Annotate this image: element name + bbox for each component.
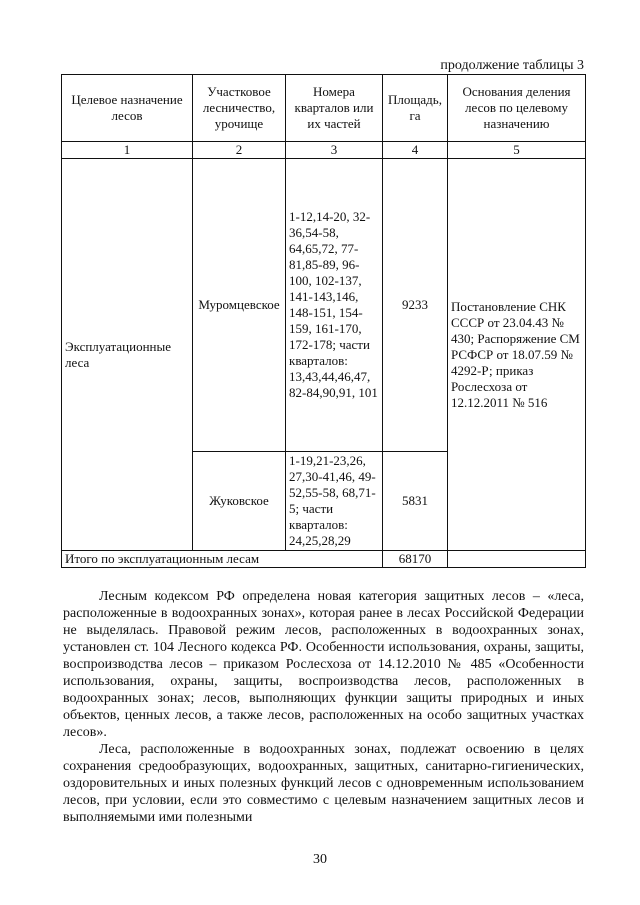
page-number: 30 <box>313 852 327 867</box>
header-forestry: Участковое лесничество, урочище <box>193 75 286 142</box>
forestry-cell: Жуковское <box>193 452 286 551</box>
table-header-row <box>62 75 586 142</box>
total-area: 68170 <box>383 551 448 568</box>
area-cell: 5831 <box>383 452 448 551</box>
quarters-cell: 1-19,21-23,26, 27,30-41,46, 49-52,55-58, 68,71-5; части кварталов: 24,25,28,29 <box>286 452 383 551</box>
body-text <box>63 588 584 826</box>
column-number: 4 <box>383 142 448 159</box>
column-number: 2 <box>193 142 286 159</box>
column-number: 1 <box>62 142 193 159</box>
basis-cell: Постановление СНК СССР от 23.04.43 № 430; Распоряжение СМ РСФСР от 18.07.59 № 4292-Р; приказ Рослесхоза от 12.12.2011 № 516 <box>448 159 586 551</box>
header-quarters: Номера кварталов или их частей <box>286 75 383 142</box>
column-number: 5 <box>448 142 586 159</box>
column-number: 3 <box>286 142 383 159</box>
forestry-cell: Муромцевское <box>193 159 286 452</box>
total-row <box>62 551 586 568</box>
total-label: Итого по эксплуатационным лесам <box>62 551 383 568</box>
paragraph: Леса, расположенные в водоохранных зонах, подлежат освоению в целях сохранения средообразующих, водоохранных, защитных, санитарно-гигиенических, оздоровительных и иных полезных функций лесов с одновременным использованием лесов, при условии, если это совместимо с целевым назначением защитных лесов и выполняемыми ими полезными <box>63 742 584 825</box>
paragraph: Лесным кодексом РФ определена новая категория защитных лесов – «леса, расположенные в водоохранных зонах», которая ранее в лесах Российской Федерации не выделялась. Правовой режим лесов, расположенных в водоохранных зонах, установлен ст. 104 Лесного кодекса РФ. Особенности использования, охраны, защиты, воспроизводства лесов – приказом Рослесхоза от 14.12.2010 № 485 «Особенности использования, охраны, защиты, воспроизводства лесов, расположенных в водоохранных зонах; лесов, выполняющих функции защиты природных и иных объектов, ценных лесов, а также лесов, расположенных на особо защитных участках лесов». <box>63 589 584 740</box>
quarters-cell: 1-12,14-20, 32-36,54-58, 64,65,72, 77-81,85-89, 96-100, 102-137, 141-143,146, 148-151, 154-159, 161-170, 172-178; части кварталов: 13,43,44,46,47, 82-84,90,91, 101 <box>286 159 383 452</box>
purpose-cell: Эксплуатационные леса <box>62 159 193 551</box>
header-purpose: Целевое назначение лесов <box>62 75 193 142</box>
total-empty-cell <box>448 551 586 568</box>
area-cell: 9233 <box>383 159 448 452</box>
table-continuation-label: продолжение таблицы 3 <box>440 58 584 73</box>
table-row <box>62 159 586 452</box>
header-area: Площадь, га <box>383 75 448 142</box>
column-number-row <box>62 142 586 159</box>
forest-purpose-table <box>61 74 586 568</box>
header-basis: Основания деления лесов по целевому назначению <box>448 75 586 142</box>
